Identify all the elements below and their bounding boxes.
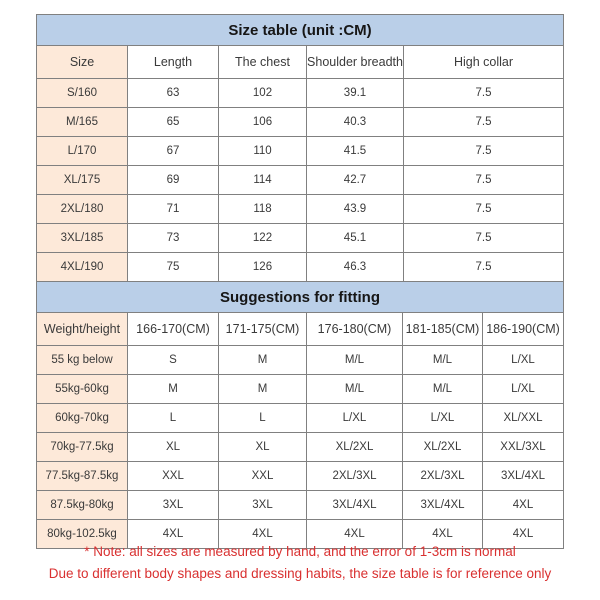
table-row: [37, 253, 564, 282]
table-cell: 2XL/3XL: [307, 462, 403, 491]
table-cell: 3XL/4XL: [483, 462, 564, 491]
table-row: [37, 375, 564, 404]
table-cell: XL/2XL: [307, 433, 403, 462]
size-table-header-row: [37, 46, 564, 79]
table-cell: 71: [128, 195, 219, 224]
collar-col-header: High collar: [404, 46, 564, 79]
table-cell: 110: [219, 137, 307, 166]
weight-row-label: 77.5kg-87.5kg: [37, 462, 128, 491]
size-row-label: 4XL/190: [37, 253, 128, 282]
table-row: [37, 224, 564, 253]
table-cell: XL: [128, 433, 219, 462]
table-row: [37, 404, 564, 433]
table-cell: 7.5: [404, 137, 564, 166]
table-cell: 4XL: [483, 491, 564, 520]
table-cell: 7.5: [404, 79, 564, 108]
table-cell: M/L: [403, 346, 483, 375]
table-cell: L: [219, 404, 307, 433]
table-cell: M: [219, 346, 307, 375]
weight-row-label: 55 kg below: [37, 346, 128, 375]
table-cell: L/XL: [307, 404, 403, 433]
table-cell: M/L: [307, 375, 403, 404]
height-range-col-header: 176-180(CM): [307, 313, 403, 346]
length-col-header: Length: [128, 46, 219, 79]
tables-container: [36, 14, 563, 549]
height-range-col-header: 171-175(CM): [219, 313, 307, 346]
table-cell: M: [128, 375, 219, 404]
table-cell: 126: [219, 253, 307, 282]
table-cell: 67: [128, 137, 219, 166]
table-row: [37, 433, 564, 462]
table-cell: 4XL: [128, 520, 219, 549]
size-row-label: S/160: [37, 79, 128, 108]
table-cell: 3XL/4XL: [403, 491, 483, 520]
size-row-label: 2XL/180: [37, 195, 128, 224]
table-cell: L/XL: [403, 404, 483, 433]
table-cell: 43.9: [307, 195, 404, 224]
weight-row-label: 55kg-60kg: [37, 375, 128, 404]
shoulder-col-header: Shoulder breadth: [307, 46, 404, 79]
table-cell: 42.7: [307, 166, 404, 195]
fitting-table-title-row: [37, 282, 564, 313]
note-line-2: Due to different body shapes and dressing habits, the size table is for reference only: [48, 566, 552, 581]
note-text: [0, 541, 600, 585]
table-cell: 46.3: [307, 253, 404, 282]
table-cell: 106: [219, 108, 307, 137]
chest-col-header: The chest: [219, 46, 307, 79]
table-cell: XXL/3XL: [483, 433, 564, 462]
table-cell: 39.1: [307, 79, 404, 108]
table-cell: 102: [219, 79, 307, 108]
size-row-label: 3XL/185: [37, 224, 128, 253]
table-cell: XL: [219, 433, 307, 462]
table-cell: XXL: [219, 462, 307, 491]
size-row-label: L/170: [37, 137, 128, 166]
table-row: [37, 462, 564, 491]
table-cell: L/XL: [483, 375, 564, 404]
table-cell: 7.5: [404, 224, 564, 253]
table-cell: 63: [128, 79, 219, 108]
table-cell: XL/XXL: [483, 404, 564, 433]
table-cell: L: [128, 404, 219, 433]
table-cell: 2XL/3XL: [403, 462, 483, 491]
table-cell: 41.5: [307, 137, 404, 166]
table-cell: S: [128, 346, 219, 375]
table-cell: 40.3: [307, 108, 404, 137]
size-table-title-row: [37, 15, 564, 46]
table-cell: 7.5: [404, 166, 564, 195]
table-cell: 122: [219, 224, 307, 253]
table-cell: 7.5: [404, 195, 564, 224]
table-row: [37, 491, 564, 520]
table-cell: M/L: [307, 346, 403, 375]
weight-height-col-header: Weight/height: [37, 313, 128, 346]
table-row: [37, 108, 564, 137]
table-cell: 3XL: [128, 491, 219, 520]
fitting-table-header-row: [37, 313, 564, 346]
table-cell: 4XL: [483, 520, 564, 549]
height-range-col-header: 186-190(CM): [483, 313, 564, 346]
table-row: [37, 79, 564, 108]
size-table-title: Size table (unit :CM): [37, 15, 564, 46]
table-cell: 4XL: [403, 520, 483, 549]
table-cell: XL/2XL: [403, 433, 483, 462]
weight-row-label: 80kg-102.5kg: [37, 520, 128, 549]
size-table: [36, 14, 564, 282]
table-cell: M: [219, 375, 307, 404]
fitting-table: [36, 281, 564, 549]
table-cell: 69: [128, 166, 219, 195]
table-row: [37, 137, 564, 166]
size-row-label: M/165: [37, 108, 128, 137]
size-row-label: XL/175: [37, 166, 128, 195]
height-range-col-header: 181-185(CM): [403, 313, 483, 346]
table-cell: M/L: [403, 375, 483, 404]
table-cell: XXL: [128, 462, 219, 491]
table-cell: 114: [219, 166, 307, 195]
weight-row-label: 87.5kg-80kg: [37, 491, 128, 520]
weight-row-label: 70kg-77.5kg: [37, 433, 128, 462]
table-cell: 118: [219, 195, 307, 224]
size-col-header: Size: [37, 46, 128, 79]
weight-row-label: 60kg-70kg: [37, 404, 128, 433]
fitting-table-title: Suggestions for fitting: [37, 282, 564, 313]
table-row: [37, 346, 564, 375]
table-cell: L/XL: [483, 346, 564, 375]
table-cell: 4XL: [219, 520, 307, 549]
table-cell: 3XL/4XL: [307, 491, 403, 520]
table-cell: 75: [128, 253, 219, 282]
table-cell: 3XL: [219, 491, 307, 520]
height-range-col-header: 166-170(CM): [128, 313, 219, 346]
table-cell: 4XL: [307, 520, 403, 549]
note-line-1: * Note: all sizes are measured by hand, and the error of 1-3cm is normal: [84, 544, 516, 559]
table-row: [37, 166, 564, 195]
table-cell: 65: [128, 108, 219, 137]
table-row: [37, 195, 564, 224]
table-cell: 7.5: [404, 253, 564, 282]
table-cell: 7.5: [404, 108, 564, 137]
table-cell: 45.1: [307, 224, 404, 253]
table-cell: 73: [128, 224, 219, 253]
